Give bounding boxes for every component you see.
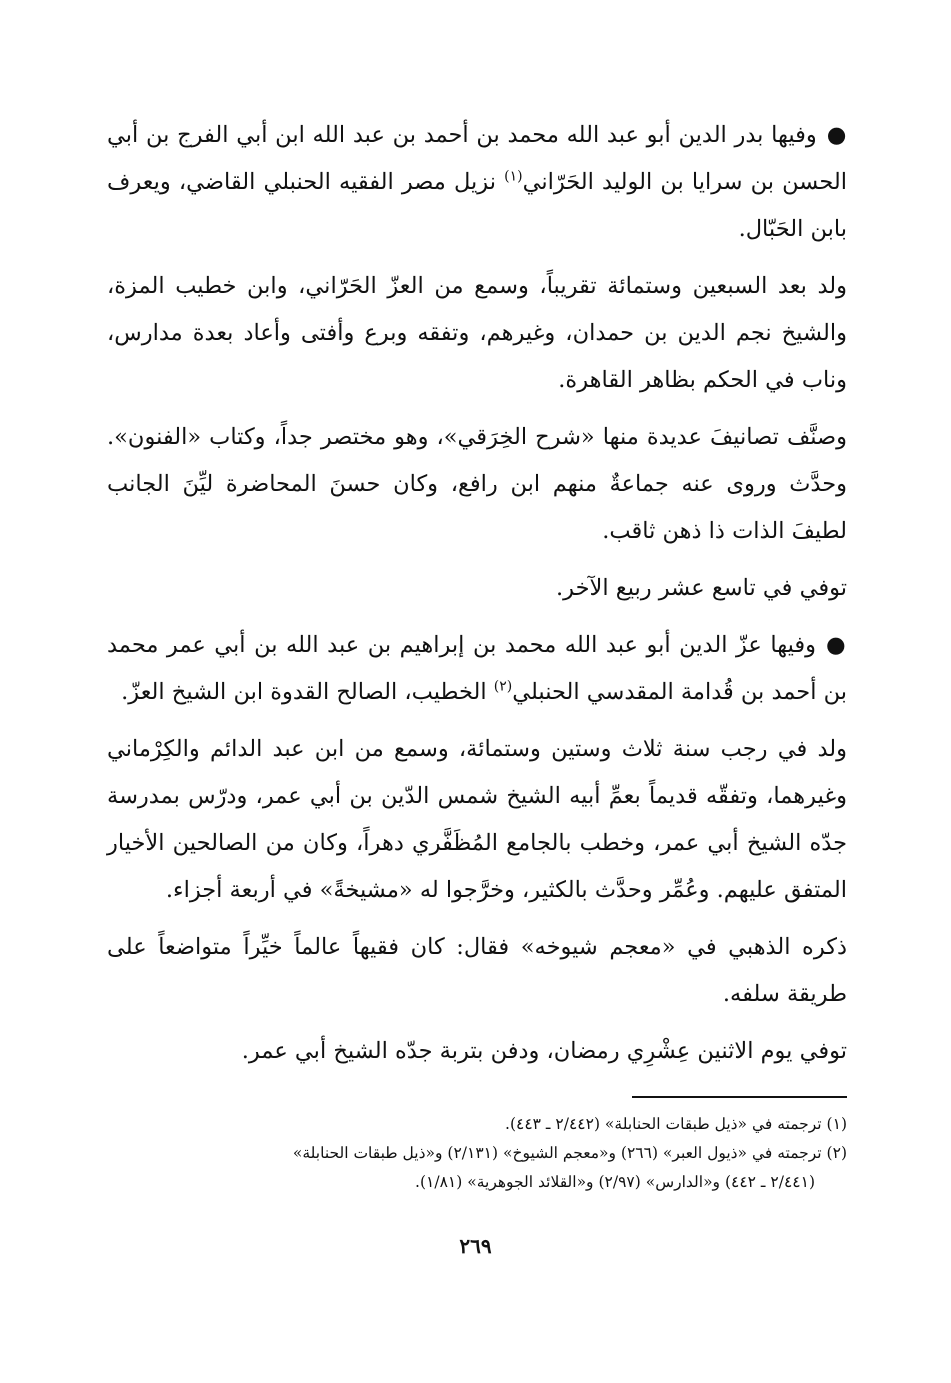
paragraph-text-cont: الخطيب، الصالح القدوة ابن الشيخ العزّ. (121, 679, 494, 705)
footnote-ref-1[interactable]: (١) (504, 168, 523, 185)
paragraph-text: ولد بعد السبعين وستمائة تقريباً، وسمع من العزّ الحَرّاني، وابن خطيب المزة، والشيخ نجم الدين بن حمدان، وغيرهم، وتفقه وبرع وأفتى وأعاد بعدة مدارس، وناب في الحكم بظاهر القاهرة. (107, 273, 847, 393)
footnote-2: (٢) ترجمته في «ذيول العبر» (٢٦٦) و«معجم الشيوخ» (٢/١٣١) و«ذيل طبقات الحنابلة» (292, 1144, 847, 1162)
footnote-2-continuation: (٢/٤٤١ ـ ٤٤٢) و«الدارس» (٢/٩٧) و«القلائد الجوهرية» (١/٨١). (415, 1173, 815, 1191)
paragraph-text: ذكره الذهبي في «معجم شيوخه» فقال: كان فقيهاً عالماً خيِّراً متواضعاً على طريقة سلفه. (107, 934, 847, 1007)
paragraph-text: توفي في تاسع عشر ربيع الآخر. (556, 575, 847, 601)
bullet-marker: ● (825, 632, 847, 658)
paragraph-8 (107, 1028, 847, 1075)
footnote-ref-2[interactable]: (٢) (493, 678, 513, 695)
footnotes (107, 1110, 847, 1197)
page-number: ٢٦٩ (459, 1234, 492, 1258)
paragraph-text: ولد في رجب سنة ثلاث وستين وستمائة، وسمع من ابن عبد الدائم والكِرْماني وغيرهما، وتفقّه قديماً بعمِّ أبيه الشيخ شمس الدّين بن أبي عمر، ودرّس بمدرسة جدّه الشيخ أبي عمر، وخطب بالجامع المُظَفَّري دهراً، وكان من الصالحين الأخيار المتفق عليهم. وعُمِّر وحدَّث بالكثير، وخرَّجوا له «مشيخةً» في أربعة أجزاء. (107, 736, 847, 903)
paragraph-3 (107, 414, 847, 555)
paragraph-1 (107, 112, 847, 253)
paragraph-text: وفيها عزّ الدين أبو عبد الله محمد بن إبراهيم بن عبد الله بن أبي عمر محمد بن أحمد بن قُدامة المقدسي الحنبلي (107, 632, 847, 705)
paragraph-text: وفيها بدر الدين أبو عبد الله محمد بن أحمد بن عبد الله ابن أبي الفرج بن أبي الحسن بن سرايا بن الوليد الحَرّاني (107, 122, 847, 195)
paragraph-text-cont: نزيل مصر الفقيه الحنبلي القاضي، ويعرف بابن الحَبّال. (107, 169, 847, 242)
paragraph-7 (107, 924, 847, 1018)
paragraph-2 (107, 263, 847, 404)
paragraph-6 (107, 726, 847, 914)
bullet-marker: ● (826, 122, 847, 148)
paragraph-5 (107, 622, 847, 716)
footnote-divider (632, 1096, 847, 1098)
body-text (107, 112, 847, 1085)
footnote-1: (١) ترجمته في «ذيل طبقات الحنابلة» (٢/٤٤٢ ـ ٤٤٣). (505, 1115, 847, 1133)
paragraph-text: وصنَّف تصانيفَ عديدة منها «شرح الخِرَقي»، وهو مختصر جداً، وكتاب «الفنون». وحدَّث وروى عنه جماعةٌ منهم ابن رافع، وكان حسنَ المحاضرة ليِّنَ الجانب لطيفَ الذات ذا ذهن ثاقب. (107, 424, 847, 544)
paragraph-4 (107, 565, 847, 612)
paragraph-text: توفي يوم الاثنين عِشْرِي رمضان، ودفن بتربة جدّه الشيخ أبي عمر. (241, 1038, 847, 1064)
